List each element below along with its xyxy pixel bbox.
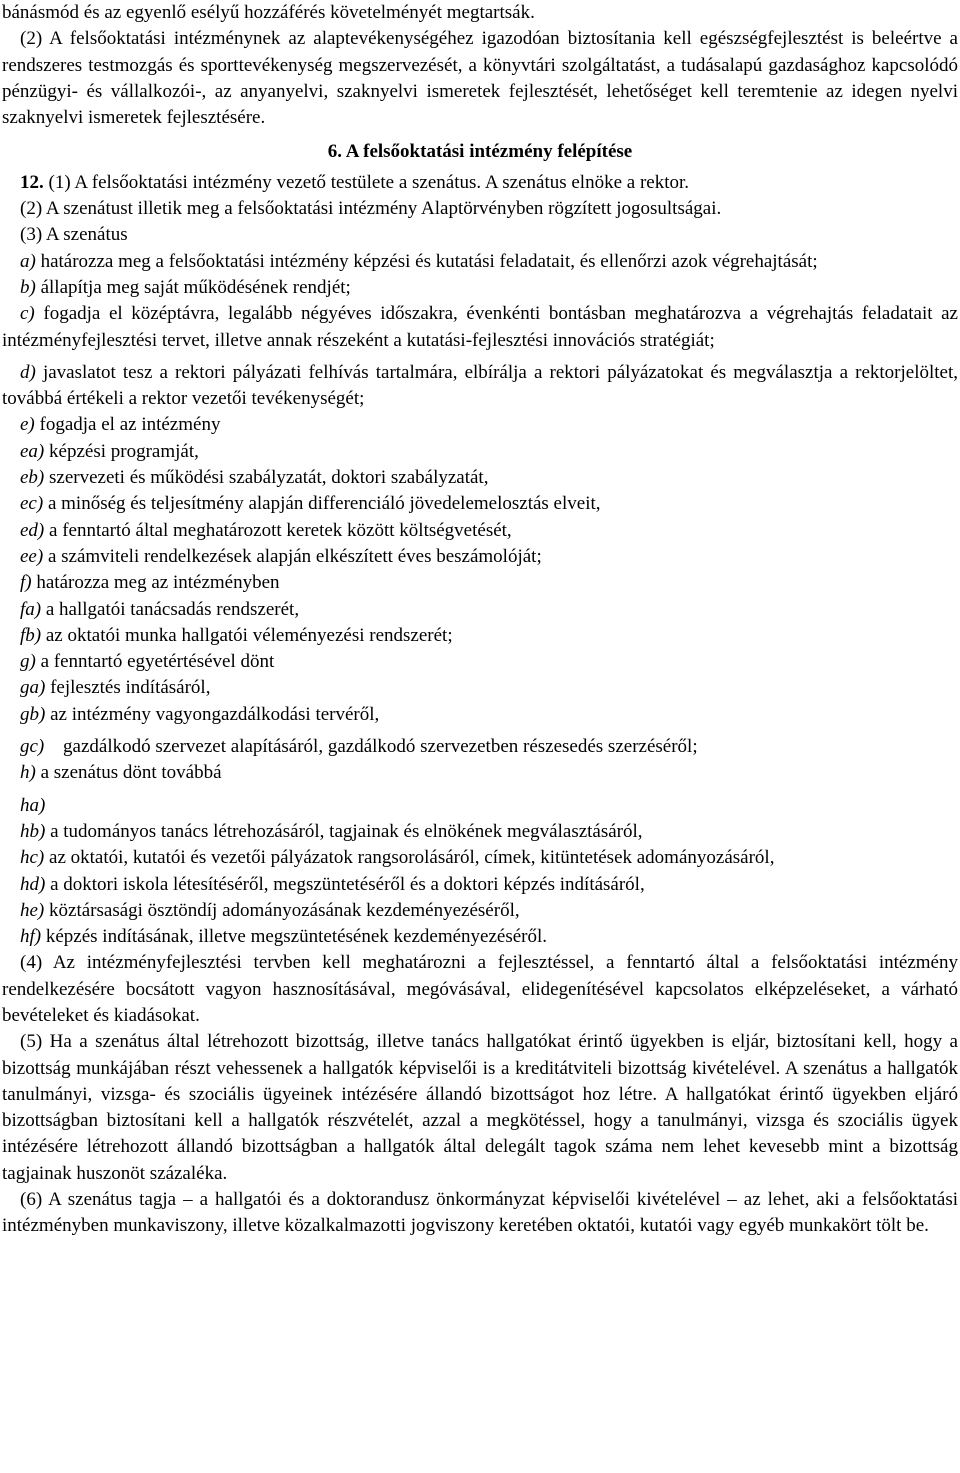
item-text: határozza meg az intézményben	[31, 572, 280, 594]
list-item-hb	[2, 819, 958, 845]
section-heading: 6. A felsőoktatási intézmény felépítése	[327, 141, 633, 163]
list-item-hd	[2, 872, 958, 898]
item-label: e)	[20, 414, 35, 436]
item-label: ec)	[20, 493, 44, 515]
item-label: fa)	[20, 598, 42, 620]
paragraph-12-6: (6) A szenátus tagja – a hallgatói és a doktorandusz önkormányzat képviselői kivételével – az lehet, aki a felsőoktatási intézményben munkaviszony, illetve közalkalmazotti jogviszony keretében oktatói, kutatói vagy egyéb munkakört tölt be.	[2, 1189, 958, 1237]
item-label: hb)	[20, 820, 46, 842]
item-text: az oktatói, kutatói és vezetői pályázatok rangsorolásáról, címek, kitüntetések adományozásáról,	[44, 847, 775, 869]
list-item-fb	[2, 623, 958, 649]
list-item-hc	[2, 845, 958, 871]
item-text: gazdálkodó szervezet alapításáról, gazdálkodó szervezetben részesedés szerzéséről;	[58, 736, 698, 758]
item-text: az oktatói munka hallgatói véleményezési rendszerét;	[41, 624, 453, 646]
item-text: a szenátus dönt továbbá	[35, 762, 222, 784]
list-item-gc	[2, 734, 958, 760]
item-label: ee)	[20, 545, 44, 567]
item-text: a számviteli rendelkezések alapján elkészített éves beszámolóját;	[43, 545, 542, 567]
item-label: a)	[20, 250, 36, 272]
list-item-fa	[2, 597, 958, 623]
list-item-b	[2, 275, 958, 301]
list-item-f	[2, 570, 958, 596]
paragraph-12-3: (3) A szenátus	[20, 224, 128, 246]
item-label: c)	[20, 303, 35, 325]
item-text: a fenntartó egyetértésével dönt	[35, 651, 275, 673]
paragraph-12-5: (5) Ha a szenátus által létrehozott bizottság, illetve tanács hallgatókat érintő ügyekben is eljár, biztosítani kell, hogy a bizottság munkájában részt vehessenek a hallgatók képviselői is a kreditátviteli bizottság kivételével. A szenátus a hallgatók tanulmányi, vizsga- és szociális ügyeinek intézésére állandó bizottságot hoz létre. A hallgatókat érintő ügyekben eljáró bizottságban biztosítani kell a hallgatók részvételét, azzal a megkötéssel, hogy a tanulmányi, vizsga és szociális ügyek intézésére létrehozott állandó bizottságban a hallgatók által delegált tagok száma nem lehet kevesebb mint a bizottság tagjainak huszonöt százaléka.	[2, 1031, 958, 1184]
list-item-ec	[2, 491, 958, 517]
item-text: a doktori iskola létesítéséről, megszüntetéséről és a doktori képzés indításáról,	[45, 873, 645, 895]
list-item-ga	[2, 675, 958, 701]
list-item-d	[2, 360, 958, 413]
item-label: ea)	[20, 440, 45, 462]
item-label: gc)	[20, 736, 45, 758]
list-item-ha	[2, 793, 958, 819]
item-text: határozza meg a felsőoktatási intézmény képzési és kutatási feladatait, és ellenőrzi azok végrehajtását;	[35, 250, 818, 272]
item-label: h)	[20, 762, 36, 784]
item-label: gb)	[20, 703, 46, 725]
list-item-h	[2, 760, 958, 786]
item-label: d)	[20, 361, 36, 383]
item-text: az intézmény vagyongazdálkodási tervéről,	[45, 703, 380, 725]
list-item-ea	[2, 439, 958, 465]
item-text: a tudományos tanács létrehozásáról, tagjainak és elnökének megválasztásáról,	[45, 820, 643, 842]
item-text: szervezeti és működési szabályzatát, doktori szabályzatát,	[44, 467, 489, 489]
paragraph-11-2: (2) A felsőoktatási intézménynek az alaptevékenységéhez igazodóan biztosítania kell egészségfejlesztést is beleértve a rendszeres testmozgás és sporttevékenység megszervezését, a könyvtári szolgáltatást, a tudásalapú gazdasághoz kapcsolódó pénzügyi- és vállalkozói-, az anyanyelvi, szaknyelvi ismeretek fejlesztését, lehetőséget kell teremtenie az idegen nyelvi szaknyelvi ismeretek fejlesztésére.	[2, 28, 958, 129]
item-text: a fenntartó által meghatározott keretek között költségvetését,	[44, 519, 512, 541]
list-item-he	[2, 898, 958, 924]
item-label: f)	[20, 572, 32, 594]
item-label: b)	[20, 276, 36, 298]
item-label: g)	[20, 651, 36, 673]
item-text: képzés indításának, illetve megszüntetésének kezdeményezéséről.	[41, 926, 548, 948]
paragraph-12-2: (2) A szenátust illetik meg a felsőoktatási intézmény Alaptörvényben rögzített jogosultságai.	[20, 198, 722, 220]
list-item-hf	[2, 924, 958, 950]
item-text: állapítja meg saját működésének rendjét;	[35, 276, 351, 298]
list-item-e	[2, 412, 958, 438]
item-text: javaslatot tesz a rektori pályázati felhívás tartalmára, elbírálja a rektori pályázatokat és megválasztja a rektorjelöltet, továbbá értékeli a rektor vezetői tevékenységét;	[2, 361, 958, 410]
item-label: ed)	[20, 519, 45, 541]
section-12-1-text: (1) A felsőoktatási intézmény vezető testülete a szenátus. A szenátus elnöke a rektor.	[43, 171, 690, 193]
list-item-ee	[2, 544, 958, 570]
section-number: 12.	[20, 171, 44, 193]
list-item-gb	[2, 702, 958, 728]
item-text: a minőség és teljesítmény alapján differenciáló jövedelemelosztás elveit,	[43, 493, 601, 515]
list-item-ed	[2, 518, 958, 544]
item-label: ga)	[20, 677, 46, 699]
item-label: hc)	[20, 847, 45, 869]
paragraph-12-1	[2, 170, 958, 196]
item-label: hd)	[20, 873, 46, 895]
item-text: fejlesztés indításáról,	[45, 677, 211, 699]
item-text: fogadja el középtávra, legalább négyéves időszakra, évenkénti bontásban meghatározva a végrehajtás feladatait az intézményfejlesztési tervet, illetve annak részeként a kutatási-fejlesztési innovációs stratégiát;	[2, 303, 958, 351]
item-text: a hallgatói tanácsadás rendszerét,	[41, 598, 300, 620]
item-label: eb)	[20, 467, 45, 489]
paragraph-12-4: (4) Az intézményfejlesztési tervben kell meghatározni a fejlesztéssel, a fenntartó által a felsőoktatási intézmény rendelkezésére bocsátott vagyon hasznosításával, megóvásával, elidegenítésével kapcsolatos elképzeléseket, a várható bevételeket és kiadásokat.	[2, 952, 958, 1026]
list-item-eb	[2, 465, 958, 491]
item-text: képzési programját,	[44, 440, 199, 462]
list-item-a	[2, 249, 958, 275]
item-label: fb)	[20, 624, 42, 646]
item-text: fogadja el az intézmény	[34, 414, 221, 436]
paragraph-continuation: bánásmód és az egyenlő esélyű hozzáférés követelményét megtartsák.	[2, 2, 535, 23]
item-text: köztársasági ösztöndíj adományozásának kezdeményezéséről,	[44, 899, 520, 921]
item-label: hf)	[20, 926, 42, 948]
list-item-g	[2, 649, 958, 675]
item-label: he)	[20, 899, 45, 921]
list-item-c	[2, 301, 958, 354]
item-label: ha)	[20, 794, 46, 816]
